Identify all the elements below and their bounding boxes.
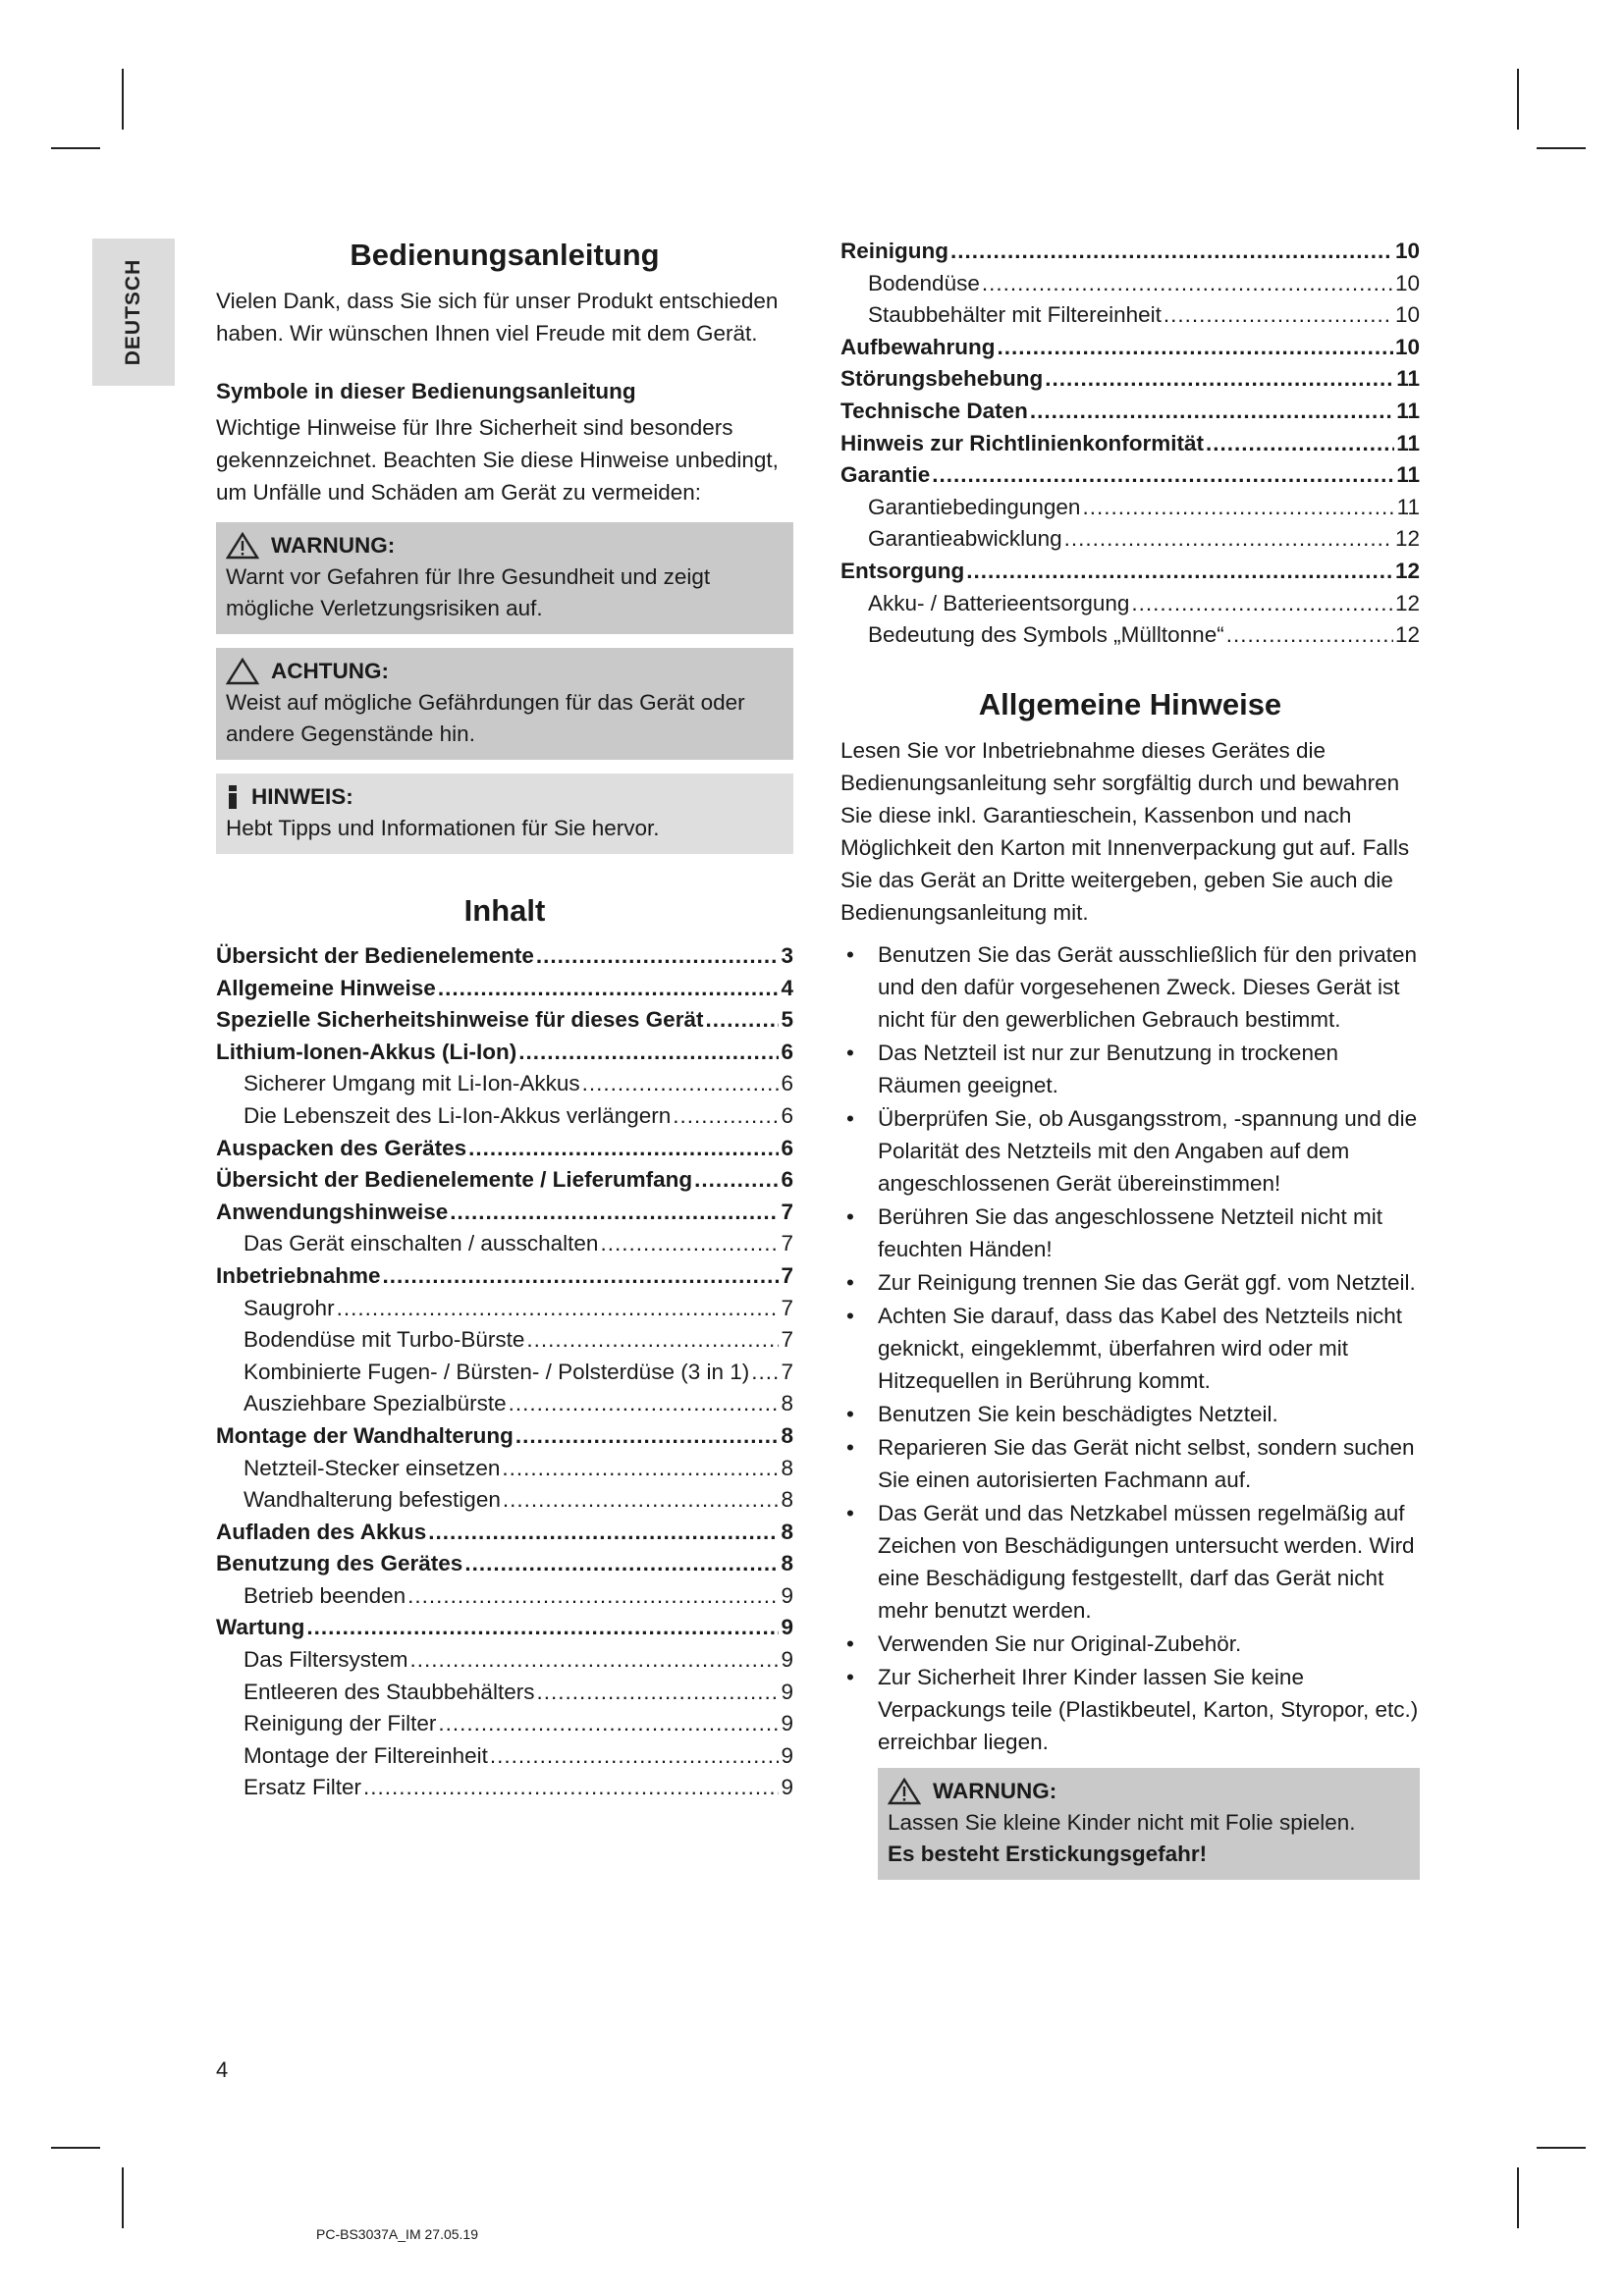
toc-entry	[216, 1068, 793, 1100]
toc-entry	[216, 1260, 793, 1293]
toc-entry-label: Bedeutung des Symbols „Mülltonne“	[868, 622, 1224, 648]
toc-entry-label: Auspacken des Gerätes	[216, 1135, 467, 1160]
toc-entry-page: 8	[781, 1487, 793, 1513]
caution-triangle-icon	[226, 658, 259, 685]
toc-entry-label: Störungsbehebung	[840, 366, 1044, 392]
left-column	[216, 236, 793, 1804]
toc-leader-dots	[694, 1164, 779, 1197]
toc-entry-label: Reinigung	[840, 239, 948, 263]
bullet-item: • Benutzen Sie kein beschädigtes Netzteil.	[840, 1398, 1420, 1430]
toc-entry	[216, 973, 793, 1005]
toc-entry-page: 8	[781, 1551, 793, 1576]
toc-entry-label: Ausziehbare Spezialbürste	[244, 1391, 507, 1416]
toc-entry-page: 9	[781, 1679, 793, 1704]
toc-leader-dots	[536, 940, 780, 973]
toc-entry-label: Wandhalterung befestigen	[244, 1487, 501, 1513]
general-notes-title: Allgemeine Hinweise	[978, 686, 1282, 721]
toc-entry	[216, 1677, 793, 1709]
toc-entry-page: 7	[781, 1199, 793, 1224]
toc-entry-label: Montage der Filtereinheit	[244, 1742, 488, 1768]
toc-entry-label: Übersicht der Bedienelemente	[216, 943, 534, 968]
bullet-item: • Das Netzteil ist nur zur Benutzung in trockenen Räumen geeignet.	[840, 1037, 1420, 1101]
toc-entry	[216, 1580, 793, 1613]
toc-leader-dots	[582, 1068, 780, 1100]
toc-entry-label: Lithium-Ionen-Akkus (Li-Ion)	[216, 1039, 517, 1064]
toc-entry-page: 6	[781, 1135, 793, 1160]
toc-entry	[840, 492, 1420, 524]
note-title: HINWEIS:	[251, 784, 353, 809]
warning-triangle-icon	[888, 1778, 921, 1805]
toc-entry	[216, 1293, 793, 1325]
crop-mark	[1537, 2147, 1586, 2149]
page-number: 4	[216, 2057, 229, 2082]
right-column	[840, 236, 1420, 1880]
toc-entry-label: Sicherer Umgang mit Li-Ion-Akkus	[244, 1071, 580, 1096]
toc-leader-dots	[438, 1708, 779, 1740]
info-icon	[226, 783, 240, 811]
toc-leader-dots	[490, 1740, 780, 1773]
toc-leader-dots	[1030, 396, 1394, 428]
toc-entry	[216, 1644, 793, 1677]
note-box	[216, 774, 793, 854]
language-side-tab	[92, 239, 175, 386]
table-of-contents	[216, 940, 793, 1804]
toc-leader-dots	[998, 332, 1393, 364]
toc-entry-page: 9	[781, 1647, 793, 1673]
bullet-item: • Verwenden Sie nur Original-Zubehör.	[840, 1628, 1420, 1660]
toc-entry-label: Aufbewahrung	[840, 334, 996, 359]
toc-entry-page: 11	[1396, 366, 1420, 392]
caution-title: ACHTUNG:	[271, 659, 389, 683]
table-of-contents-continued	[840, 236, 1420, 652]
toc-entry-page: 10	[1394, 239, 1420, 263]
toc-leader-dots	[410, 1644, 780, 1677]
symbols-heading: Symbole in dieser Bedienungsanleitung	[216, 379, 636, 403]
toc-entry	[216, 1004, 793, 1037]
toc-leader-dots	[536, 1677, 779, 1709]
toc-entry-page: 7	[781, 1327, 793, 1353]
bullet-item: • Achten Sie darauf, dass das Kabel des Netzteils nicht geknickt, eingeklemmt, überfahren wird oder mit Hitzequellen in Berührung kommt.	[840, 1300, 1420, 1397]
warning-text: Warnt vor Gefahren für Ihre Gesundheit und zeigt mögliche Verletzungsrisiken auf.	[226, 564, 711, 620]
bullet-item: • Zur Reinigung trennen Sie das Gerät ggf. vom Netzteil.	[840, 1266, 1420, 1299]
crop-mark	[1517, 69, 1519, 130]
toc-entry-page: 11	[1396, 430, 1420, 455]
toc-entry-label: Entleeren des Staubbehälters	[244, 1679, 535, 1704]
toc-entry	[840, 428, 1420, 460]
toc-entry	[216, 1517, 793, 1549]
toc-entry	[216, 1324, 793, 1357]
toc-entry-label: Bodendüse mit Turbo-Bürste	[244, 1327, 525, 1353]
toc-entry	[216, 1772, 793, 1804]
caution-text: Weist auf mögliche Gefährdungen für das Gerät oder andere Gegenstände hin.	[226, 690, 745, 746]
crop-mark	[122, 2167, 124, 2228]
toc-entry-page: 7	[781, 1359, 793, 1384]
warning-title: WARNUNG:	[271, 533, 396, 558]
toc-leader-dots	[468, 1133, 779, 1165]
toc-title: Inhalt	[463, 893, 546, 928]
toc-entry	[216, 1453, 793, 1485]
toc-leader-dots	[464, 1548, 779, 1580]
bullet-item: • Überprüfen Sie, ob Ausgangsstrom, -spannung und die Polarität des Netzteils mit den Angaben auf dem angeschlossenen Gerät übereinstimmen!	[840, 1102, 1420, 1200]
toc-leader-dots	[509, 1388, 780, 1420]
toc-leader-dots	[1131, 588, 1393, 620]
toc-entry	[216, 1548, 793, 1580]
toc-entry	[216, 1357, 793, 1389]
toc-entry-label: Aufladen des Akkus	[216, 1519, 427, 1544]
toc-leader-dots	[966, 556, 1393, 588]
toc-entry	[840, 523, 1420, 556]
toc-entry-label: Garantieabwicklung	[868, 526, 1062, 552]
toc-entry-label: Wartung	[216, 1615, 305, 1640]
toc-leader-dots	[1226, 619, 1393, 652]
toc-entry	[840, 236, 1420, 268]
toc-entry	[216, 1100, 793, 1133]
toc-leader-dots	[503, 1484, 780, 1517]
toc-leader-dots	[383, 1260, 780, 1293]
child-warning-line2: Es besteht Erstickungsgefahr!	[888, 1841, 1208, 1866]
toc-leader-dots	[982, 268, 1393, 300]
toc-entry	[216, 1708, 793, 1740]
bullet-item: • Das Gerät und das Netzkabel müssen regelmäßig auf Zeichen von Beschädigungen untersucht werden. Wird eine Beschädigung festgestellt, darf das Gerät nicht mehr benutzt werden.	[840, 1497, 1420, 1627]
toc-leader-dots	[1064, 523, 1393, 556]
toc-entry	[216, 1197, 793, 1229]
toc-entry-label: Bodendüse	[868, 270, 980, 295]
bullet-item: • Benutzen Sie das Gerät ausschließlich für den privaten und den dafür vorgesehenen Zweck. Dieses Gerät ist nicht für den gewerblichen Gebrauch bestimmt.	[840, 938, 1420, 1036]
note-text: Hebt Tipps und Informationen für Sie hervor.	[226, 816, 660, 840]
toc-entry	[216, 1037, 793, 1069]
warning-triangle-icon	[226, 532, 259, 560]
bullet-item: • Zur Sicherheit Ihrer Kinder lassen Sie keine Verpackungs teile (Plastikbeutel, Karton, Styropor, etc.) erreichbar liegen.	[840, 1661, 1420, 1758]
child-warning-box	[878, 1768, 1420, 1880]
toc-entry-label: Benutzung des Gerätes	[216, 1551, 463, 1576]
toc-entry-label: Allgemeine Hinweise	[216, 975, 436, 1000]
toc-entry-page: 12	[1394, 558, 1420, 583]
symbols-text: Wichtige Hinweise für Ihre Sicherheit sind besonders gekennzeichnet. Beachten Sie diese Hinweise unbedingt, um Unfälle und Schäden am Gerät zu vermeiden:	[216, 415, 779, 505]
toc-entry	[840, 332, 1420, 364]
toc-entry	[840, 396, 1420, 428]
toc-entry-page: 7	[781, 1295, 793, 1320]
toc-entry-label: Montage der Wandhalterung	[216, 1422, 514, 1448]
toc-entry-page: 6	[781, 1102, 793, 1128]
toc-entry-page: 6	[781, 1039, 793, 1064]
toc-entry-page: 9	[781, 1582, 793, 1608]
toc-entry-label: Technische Daten	[840, 398, 1028, 423]
toc-entry-label: Garantiebedingungen	[868, 494, 1081, 519]
toc-entry	[216, 1228, 793, 1260]
toc-leader-dots	[751, 1357, 779, 1389]
toc-entry-page: 6	[781, 1071, 793, 1096]
toc-entry-label: Garantie	[840, 462, 931, 488]
toc-entry-label: Spezielle Sicherheitshinweise für dieses Gerät	[216, 1007, 704, 1033]
toc-entry-page: 10	[1394, 334, 1420, 359]
toc-entry-page: 4	[781, 975, 793, 1000]
footer-code: PC-BS3037A_IM 27.05.19	[316, 2226, 478, 2242]
toc-leader-dots	[705, 1004, 779, 1037]
toc-leader-dots	[1082, 492, 1394, 524]
toc-leader-dots	[337, 1293, 780, 1325]
toc-entry	[840, 268, 1420, 300]
toc-entry-page: 9	[781, 1742, 793, 1768]
toc-entry-label: Ersatz Filter	[244, 1775, 362, 1800]
toc-entry	[216, 1740, 793, 1773]
toc-entry-page: 11	[1396, 494, 1420, 519]
bullet-item: • Berühren Sie das angeschlossene Netzteil nicht mit feuchten Händen!	[840, 1201, 1420, 1265]
toc-entry	[216, 1612, 793, 1644]
toc-leader-dots	[407, 1580, 779, 1613]
toc-leader-dots	[1045, 363, 1394, 396]
toc-leader-dots	[932, 459, 1394, 492]
page-title: Bedienungsanleitung	[350, 238, 660, 272]
toc-leader-dots	[428, 1517, 779, 1549]
toc-leader-dots	[526, 1324, 779, 1357]
toc-leader-dots	[600, 1228, 779, 1260]
toc-entry-label: Staubbehälter mit Filtereinheit	[868, 302, 1162, 328]
toc-leader-dots	[1206, 428, 1394, 460]
toc-entry-page: 12	[1394, 526, 1420, 552]
language-label: DEUTSCH	[122, 258, 144, 366]
toc-leader-dots	[502, 1453, 779, 1485]
toc-entry-page: 7	[781, 1262, 793, 1288]
toc-entry	[840, 588, 1420, 620]
child-warning-line1: Lassen Sie kleine Kinder nicht mit Folie spielen.	[888, 1809, 1356, 1835]
crop-mark	[1517, 2167, 1519, 2228]
toc-entry-label: Das Filtersystem	[244, 1647, 408, 1673]
toc-entry-label: Die Lebenszeit des Li-Ion-Akkus verlängern	[244, 1102, 672, 1128]
toc-entry-page: 8	[781, 1391, 793, 1416]
toc-leader-dots	[950, 236, 1393, 268]
toc-entry-page: 8	[781, 1422, 793, 1448]
toc-entry	[840, 619, 1420, 652]
toc-entry-page: 12	[1394, 590, 1420, 615]
toc-entry-label: Netzteil-Stecker einsetzen	[244, 1455, 501, 1480]
toc-entry-page: 9	[781, 1775, 793, 1800]
toc-entry-label: Anwendungshinweise	[216, 1199, 449, 1224]
toc-entry	[840, 363, 1420, 396]
toc-entry-page: 9	[781, 1711, 793, 1736]
toc-entry	[840, 299, 1420, 332]
toc-entry-page: 10	[1394, 270, 1420, 295]
toc-entry-page: 7	[781, 1231, 793, 1256]
caution-box	[216, 648, 793, 760]
toc-entry-page: 8	[781, 1519, 793, 1544]
toc-entry-page: 3	[781, 943, 793, 968]
bullet-item: • Reparieren Sie das Gerät nicht selbst, sondern suchen Sie einen autorisierten Fachmann auf.	[840, 1431, 1420, 1496]
toc-entry-label: Kombinierte Fugen- / Bürsten- / Polsterdüse (3 in 1)	[244, 1359, 750, 1384]
toc-leader-dots	[450, 1197, 779, 1229]
toc-entry	[216, 1133, 793, 1165]
warning-box	[216, 522, 793, 634]
toc-entry-label: Das Gerät einschalten / ausschalten	[244, 1231, 599, 1256]
toc-entry-label: Akku- / Batterieentsorgung	[868, 590, 1130, 615]
toc-entry-page: 12	[1394, 622, 1420, 648]
toc-entry	[840, 556, 1420, 588]
toc-entry-page: 10	[1394, 302, 1420, 328]
toc-entry	[216, 1484, 793, 1517]
toc-entry	[216, 940, 793, 973]
safety-bullet-list	[840, 938, 1420, 1758]
toc-entry-page: 11	[1396, 398, 1420, 423]
toc-entry-page: 8	[781, 1455, 793, 1480]
toc-entry	[216, 1164, 793, 1197]
toc-entry-label: Betrieb beenden	[244, 1582, 406, 1608]
toc-entry-label: Entsorgung	[840, 558, 965, 583]
crop-mark	[1537, 147, 1586, 149]
toc-entry-page: 11	[1396, 462, 1420, 488]
toc-entry-label: Saugrohr	[244, 1295, 335, 1320]
toc-entry-label: Übersicht der Bedienelemente / Lieferumfang	[216, 1167, 693, 1193]
child-warning-title: WARNUNG:	[933, 1778, 1057, 1803]
crop-mark	[51, 2147, 100, 2149]
toc-entry	[216, 1420, 793, 1453]
toc-entry-page: 6	[781, 1167, 793, 1193]
crop-mark	[122, 69, 124, 130]
toc-entry	[216, 1388, 793, 1420]
general-notes-intro: Lesen Sie vor Inbetriebnahme dieses Gerätes die Bedienungsanleitung sehr sorgfältig durch und bewahren Sie diese inkl. Garantieschein, Kassenbon und nach Möglichkeit den Karton mit Innenverpackung gut auf. Falls Sie das Gerät an Dritte weitergeben, geben Sie auch die Bedienungsanleitung mit.	[840, 737, 1410, 925]
toc-leader-dots	[363, 1772, 779, 1804]
toc-leader-dots	[306, 1612, 779, 1644]
toc-leader-dots	[673, 1100, 779, 1133]
toc-entry-label: Hinweis zur Richtlinienkonformität	[840, 430, 1205, 455]
intro-text: Vielen Dank, dass Sie sich für unser Produkt entschieden haben. Wir wünschen Ihnen viel Freude mit dem Gerät.	[216, 289, 779, 346]
toc-entry-label: Inbetriebnahme	[216, 1262, 381, 1288]
toc-entry-page: 5	[781, 1007, 793, 1033]
toc-leader-dots	[1164, 299, 1393, 332]
toc-entry-page: 9	[781, 1615, 793, 1640]
toc-entry-label: Reinigung der Filter	[244, 1711, 437, 1736]
toc-entry	[840, 459, 1420, 492]
crop-mark	[51, 147, 100, 149]
toc-leader-dots	[438, 973, 780, 1005]
toc-leader-dots	[518, 1037, 779, 1069]
toc-leader-dots	[515, 1420, 780, 1453]
